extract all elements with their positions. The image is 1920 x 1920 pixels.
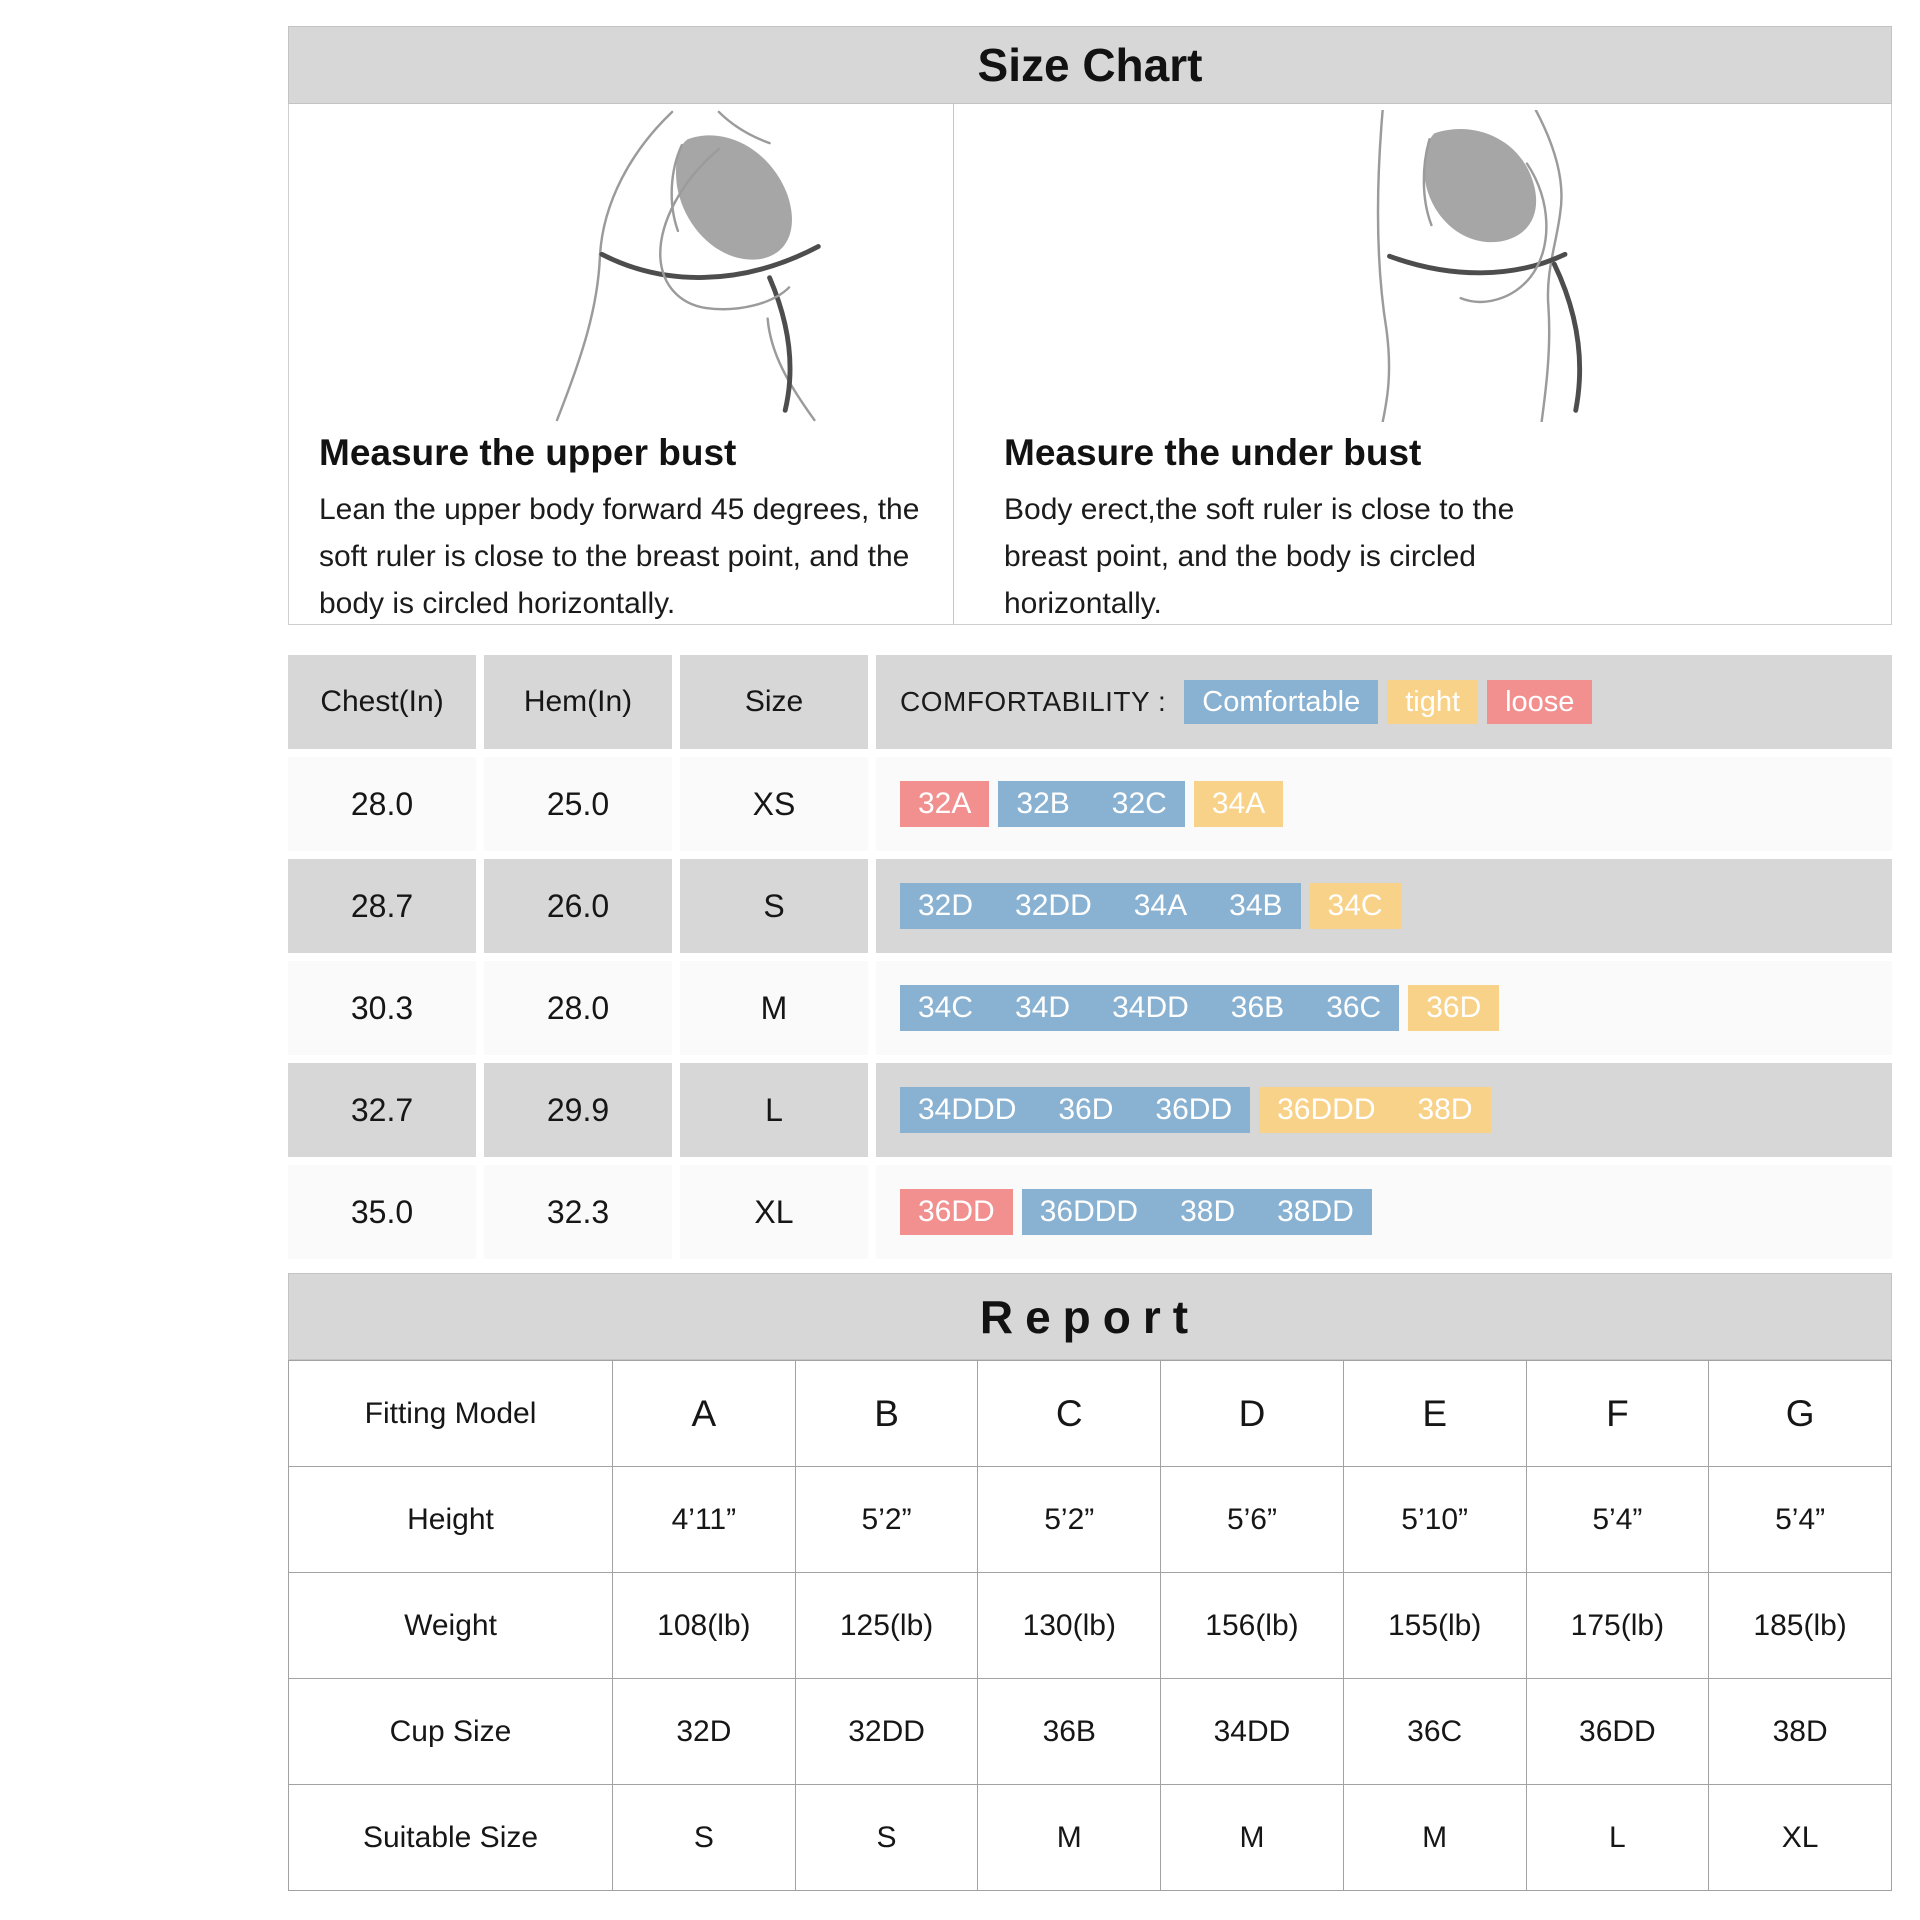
size-badge-loose [900,1189,1013,1235]
chest-value: 30.3 [288,961,476,1055]
report-cell: 5’4” [1526,1467,1709,1573]
report-cell: 155(lb) [1343,1573,1526,1679]
measure-heading-upper-bust: Measure the upper bust [319,432,737,473]
report-row [289,1679,1892,1785]
woman-leaning-forward-illustration [421,110,851,422]
report-cell: 4’11” [613,1467,796,1573]
report-row-label: Suitable Size [289,1785,613,1891]
size-chart-title-bar [288,26,1892,104]
report-row [289,1361,1892,1467]
comfortability-cell [876,961,1892,1055]
bra-size: 36DDD [1039,1195,1139,1228]
bra-size: 36DD [1155,1093,1233,1126]
report-cell: 130(lb) [978,1573,1161,1679]
bra-size: 38D [1180,1195,1236,1228]
report-cell: 32DD [795,1679,978,1785]
hem-value: 28.0 [484,961,672,1055]
report-cell: 5’2” [978,1467,1161,1573]
report-table [288,1360,1892,1891]
measure-body-upper-bust: Lean the upper body forward 45 degrees, the soft ruler is close to the breast point, and the body is circled horizontally. [319,493,920,620]
legend-badge-comfortable: Comfortable [1184,680,1378,724]
bra-size: 32A [918,787,972,820]
bra-size: 32DD [1015,889,1092,922]
bra-size: 32C [1111,787,1167,820]
bra-size: 36D [1426,991,1482,1024]
bra-size: 36DD [918,1195,995,1228]
size-badge-tight [1310,883,1401,929]
bra-size: 36DDD [1277,1093,1376,1126]
hem-value: 29.9 [484,1063,672,1157]
report-cell: 5’4” [1709,1467,1892,1573]
hem-value: 25.0 [484,757,672,851]
report-row [289,1467,1892,1573]
bra-size: 36C [1326,991,1382,1024]
chest-value: 28.7 [288,859,476,953]
report-cell: G [1709,1361,1892,1467]
woman-standing-illustration [1233,110,1663,422]
size-badge-tight [1194,781,1283,827]
report-cell: 156(lb) [1161,1573,1344,1679]
hem-value: 32.3 [484,1165,672,1259]
upper-bust-measure-figure [319,104,953,422]
measure-section-upper-bust [289,104,954,624]
size-badge-comfortable [900,985,1399,1031]
column-header-size: Size [680,655,868,749]
report-row-label: Cup Size [289,1679,613,1785]
measure-instructions-section [288,104,1892,625]
report-row [289,1785,1892,1891]
size-comfortability-table [288,655,1892,1259]
report-title-bar [288,1273,1892,1360]
report-row [289,1573,1892,1679]
chest-value: 28.0 [288,757,476,851]
size-badge-comfortable [900,883,1301,929]
report-cell: F [1526,1361,1709,1467]
report-cell: A [613,1361,796,1467]
size-value: L [680,1063,868,1157]
report-cell: M [1343,1785,1526,1891]
report-cell: S [613,1785,796,1891]
report-cell: L [1526,1785,1709,1891]
legend-badge-loose: loose [1487,680,1592,724]
bra-size: 34DD [1112,991,1189,1024]
report-cell: 36C [1343,1679,1526,1785]
bra-size: 34D [1015,991,1071,1024]
bra-size: 32D [918,889,974,922]
measure-section-under-bust [954,104,1891,624]
bra-size: 38DD [1277,1195,1354,1228]
comfortability-cell [876,1165,1892,1259]
comfortability-cell [876,757,1892,851]
size-badge-comfortable [998,781,1184,827]
bra-size: 34C [1327,889,1383,922]
bra-size: 34A [1133,889,1188,922]
size-value: M [680,961,868,1055]
report-cell: M [1161,1785,1344,1891]
size-badge-tight [1408,985,1499,1031]
report-cell: 34DD [1161,1679,1344,1785]
report-cell: 108(lb) [613,1573,796,1679]
report-cell: 5’2” [795,1467,978,1573]
report-cell: D [1161,1361,1344,1467]
report-cell: 38D [1709,1679,1892,1785]
bra-size: 34DDD [918,1093,1017,1126]
chest-value: 35.0 [288,1165,476,1259]
comfortability-label: COMFORTABILITY : [900,686,1167,717]
comfortability-header [876,655,1892,749]
bra-size: 34B [1229,889,1283,922]
report-cell: 5’6” [1161,1467,1344,1573]
measure-heading-under-bust: Measure the under bust [1004,432,1422,473]
size-badge-comfortable [1022,1189,1372,1235]
report-cell: 36B [978,1679,1161,1785]
report-cell: 32D [613,1679,796,1785]
size-badge-tight [1259,1087,1490,1133]
report-cell: 5’10” [1343,1467,1526,1573]
size-chart-title: Size Chart [977,39,1203,91]
bra-size: 34C [918,991,974,1024]
measure-body-under-bust: Body erect,the soft ruler is close to the breast point, and the body is circled horizontally. [1004,493,1515,620]
report-title: Report [979,1290,1201,1343]
bra-size: 38D [1417,1093,1473,1126]
report-row-label: Height [289,1467,613,1573]
column-header-chest: Chest(In) [288,655,476,749]
legend-badge-tight: tight [1387,680,1478,724]
size-badge-loose [900,781,989,827]
bra-size: 36D [1058,1093,1114,1126]
column-header-hem: Hem(In) [484,655,672,749]
report-row-label: Fitting Model [289,1361,613,1467]
size-value: S [680,859,868,953]
hem-value: 26.0 [484,859,672,953]
report-cell: C [978,1361,1161,1467]
size-badge-comfortable [900,1087,1250,1133]
report-cell: 125(lb) [795,1573,978,1679]
report-cell: B [795,1361,978,1467]
bra-size: 36B [1230,991,1285,1024]
bra-size: 32B [1016,787,1070,820]
chest-value: 32.7 [288,1063,476,1157]
comfortability-cell [876,859,1892,953]
under-bust-measure-figure [1004,104,1891,422]
report-cell: E [1343,1361,1526,1467]
report-cell: M [978,1785,1161,1891]
report-cell: 36DD [1526,1679,1709,1785]
report-row-label: Weight [289,1573,613,1679]
size-value: XS [680,757,868,851]
report-cell: 175(lb) [1526,1573,1709,1679]
size-value: XL [680,1165,868,1259]
bra-size: 34A [1211,787,1266,820]
comfortability-cell [876,1063,1892,1157]
report-cell: 185(lb) [1709,1573,1892,1679]
report-cell: XL [1709,1785,1892,1891]
size-chart-page [288,26,1892,1891]
report-cell: S [795,1785,978,1891]
